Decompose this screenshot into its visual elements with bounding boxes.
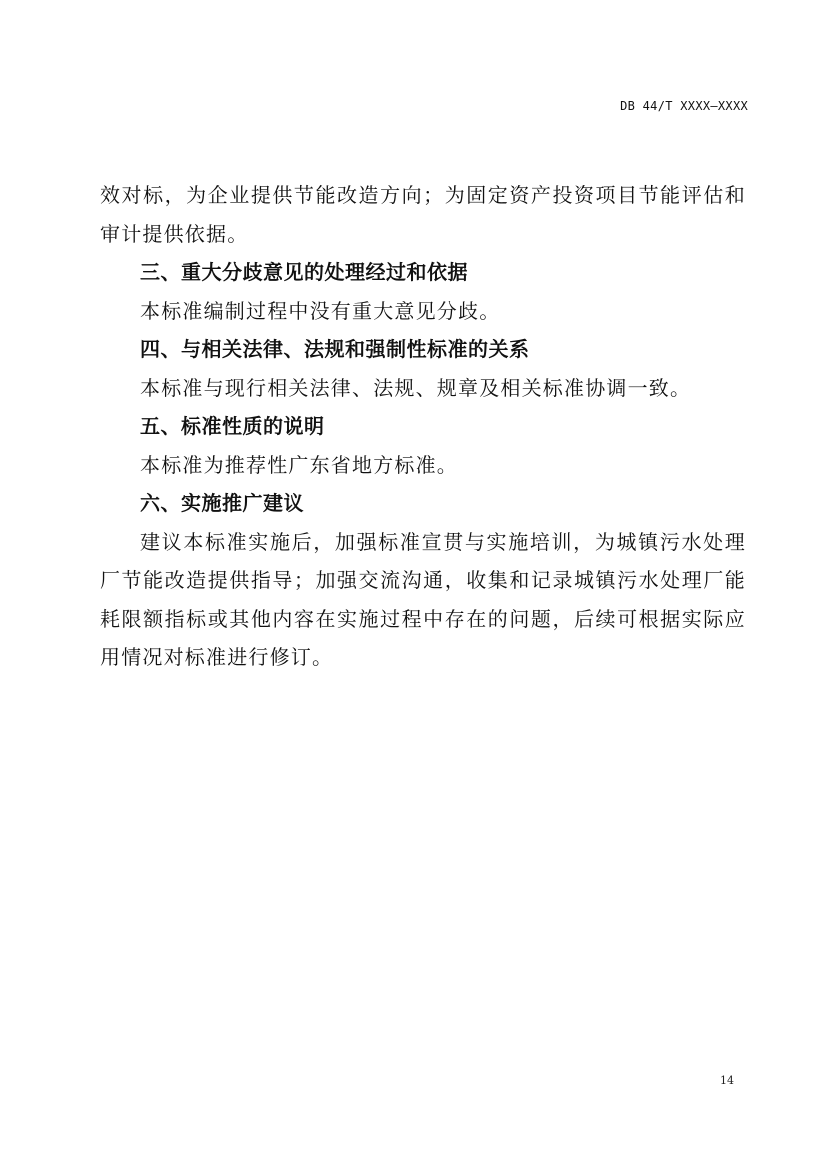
section-heading-5: 五、标准性质的说明 [140,414,325,438]
continued-paragraph: 效对标，为企业提供节能改造方向；为固定资产投资项目节能评估和审计提供依据。 [100,183,746,246]
section-paragraph-4: 本标准与现行相关法律、法规、规章及相关标准协调一致。 [140,375,692,400]
section-paragraph-5: 本标准为推荐性广东省地方标准。 [140,452,458,477]
section-heading-4: 四、与相关法律、法规和强制性标准的关系 [140,337,530,361]
section-paragraph-3: 本标准编制过程中没有重大意见分歧。 [140,298,501,323]
section-heading-6: 六、实施推广建议 [140,491,304,515]
document-code-header: DB 44/T XXXX—XXXX [620,99,748,113]
section-heading-3: 三、重大分歧意见的处理经过和依据 [140,260,468,284]
section-paragraph-6: 建议本标准实施后，加强标准宣贯与实施培训，为城镇污水处理厂节能改造提供指导；加强交流沟通，收集和记录城镇污水处理厂能耗限额指标或其他内容在实施过程中存在的问题，后续可根据实际应用情况对标准进行修订。 [100,529,746,669]
document-body [100,176,746,677]
page-number: 14 [720,1074,734,1087]
